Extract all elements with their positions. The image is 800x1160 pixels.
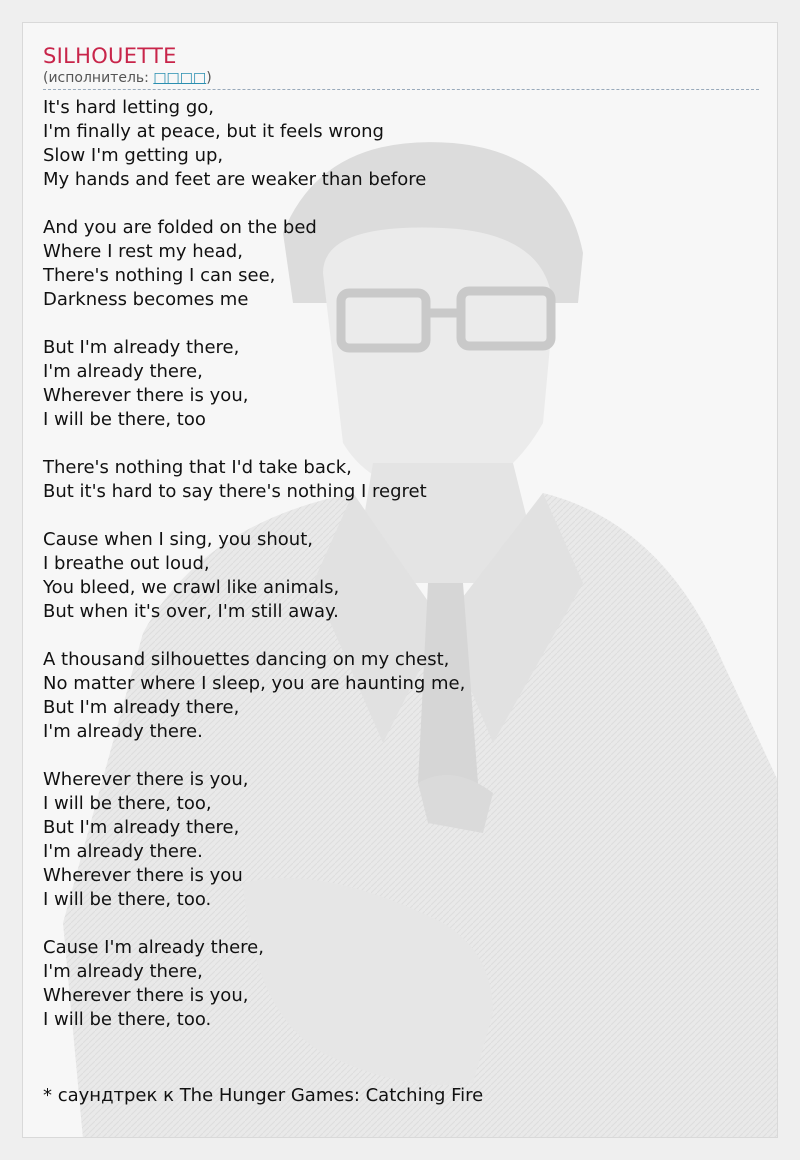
lyric-line: And you are folded on the bed (43, 217, 317, 238)
lyric-line: Where I rest my head, (43, 241, 243, 262)
lyric-line: Wherever there is you, (43, 769, 249, 790)
artist-prefix: (исполнитель: (43, 70, 154, 86)
lyric-line: I will be there, too. (43, 1009, 212, 1030)
lyric-line: But I'm already there, (43, 697, 240, 718)
artist-suffix: ) (206, 70, 212, 86)
lyric-line: But I'm already there, (43, 337, 240, 358)
lyric-line: No matter where I sleep, you are haunting me, (43, 673, 466, 694)
lyric-line: There's nothing that I'd take back, (43, 457, 352, 478)
lyric-line: A thousand silhouettes dancing on my chest, (43, 649, 450, 670)
lyrics-card (22, 22, 778, 1138)
lyric-line: Slow I'm getting up, (43, 145, 224, 166)
lyric-line: There's nothing I can see, (43, 265, 276, 286)
song-title: SILHOUETTE (43, 44, 177, 68)
lyrics-content (43, 43, 759, 1056)
lyric-line: Cause when I sing, you shout, (43, 529, 313, 550)
lyric-line: Wherever there is you, (43, 985, 249, 1006)
stanza (43, 768, 759, 912)
lyric-line: But I'm already there, (43, 817, 240, 838)
artist-link[interactable]: □□□□ (153, 70, 207, 86)
lyric-line: I'm already there, (43, 961, 203, 982)
lyric-line: I breathe out loud, (43, 553, 210, 574)
lyric-line: I'm already there. (43, 841, 203, 862)
stanza (43, 456, 759, 504)
lyric-line: But it's hard to say there's nothing I regret (43, 481, 427, 502)
lyric-line: Cause I'm already there, (43, 937, 264, 958)
soundtrack-footnote: * саундтрек к The Hunger Games: Catching Fire (43, 1085, 484, 1106)
lyric-line: But when it's over, I'm still away. (43, 601, 339, 622)
lyric-line: My hands and feet are weaker than before (43, 169, 427, 190)
lyric-line: I will be there, too (43, 409, 206, 430)
stanza (43, 528, 759, 624)
lyric-line: I will be there, too, (43, 793, 212, 814)
stanza (43, 216, 759, 312)
lyric-line: Wherever there is you, (43, 385, 249, 406)
lyric-line: I'm already there, (43, 361, 203, 382)
stanza (43, 648, 759, 744)
stanza (43, 936, 759, 1032)
lyric-line: I'm already there. (43, 721, 203, 742)
lyrics-body (43, 96, 759, 1032)
lyric-line: It's hard letting go, (43, 97, 214, 118)
stanza (43, 96, 759, 192)
artist-line (43, 69, 759, 90)
lyric-line: I will be there, too. (43, 889, 212, 910)
lyric-line: Darkness becomes me (43, 289, 249, 310)
lyric-line: You bleed, we crawl like animals, (43, 577, 340, 598)
lyric-line: Wherever there is you (43, 865, 243, 886)
lyric-line: I'm finally at peace, but it feels wrong (43, 121, 384, 142)
stanza (43, 336, 759, 432)
